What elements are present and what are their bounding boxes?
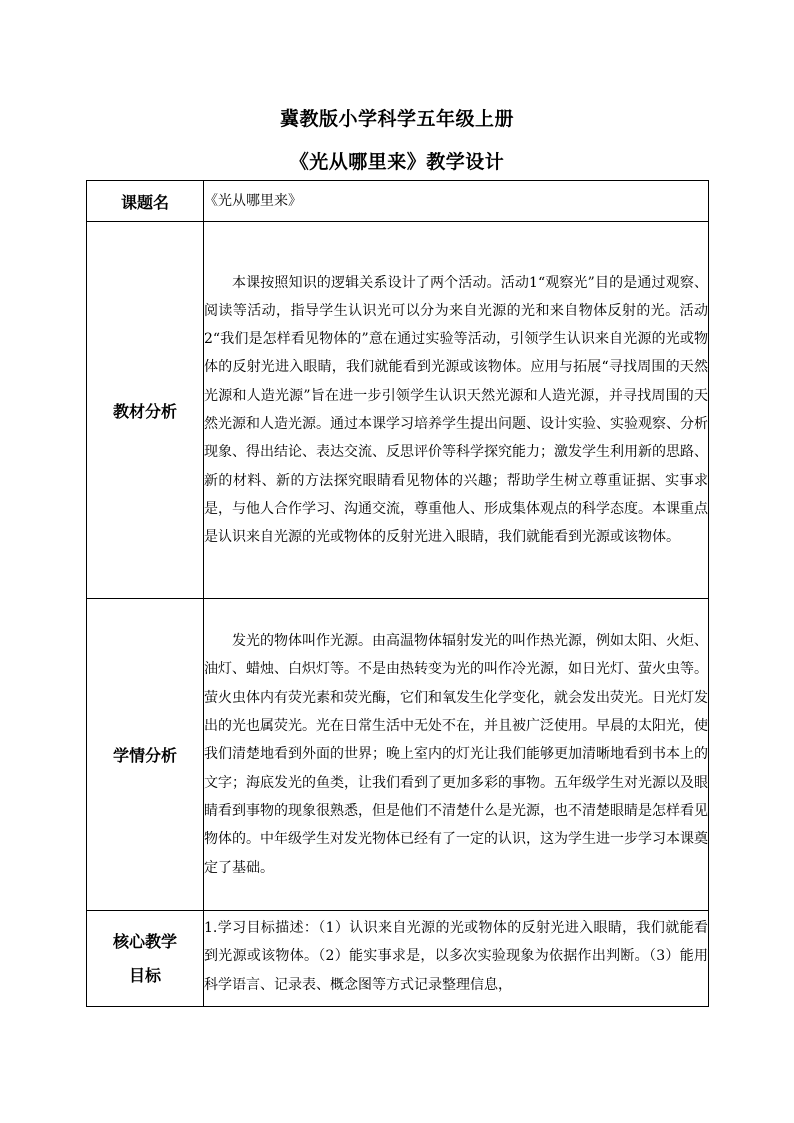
row-label-core-objectives <box>87 911 204 1007</box>
row-content-topic: 《光从哪里来》 <box>204 181 709 222</box>
document-title-line1: 冀教版小学科学五年级上册 <box>279 108 514 130</box>
table-row <box>87 599 709 911</box>
table-row <box>87 222 709 599</box>
table-row <box>87 911 709 1007</box>
row-label-topic: 课题名 <box>87 181 204 222</box>
row-content-textbook-analysis <box>204 222 709 599</box>
core-objectives-label-line1: 核心教学 <box>112 931 177 951</box>
row-label-textbook-analysis: 教材分析 <box>87 222 204 599</box>
row-content-core-objectives: 1.学习目标描述：（1）认识来自光源的光或物体的反射光进入眼睛，我们就能看到光源或该物体。（2）能实事求是，以多次实验现象为依据作出判断。（3）能用科学语言、记录表、概念图等方式记录整理信息， <box>204 911 709 1007</box>
row-content-student-analysis <box>204 599 709 911</box>
student-analysis-text: 发光的物体叫作光源。由高温物体辐射发光的叫作热光源，例如太阳、火炬、油灯、蜡烛、白炽灯等。不是由热转变为光的叫作冷光源，如日光灯、萤火虫等。萤火虫体内有荧光素和荧光酶，它们和氧发生化学变化，就会发出荧光。日光灯发出的光也属荧光。光在日常生活中无处不在，并且被广泛使用。早晨的太阳光，使我们清楚地看到外面的世界；晚上室内的灯光让我们能够更加清晰地看到书本上的文字；海底发光的鱼类，让我们看到了更加多彩的事物。五年级学生对光源以及眼睛看到事物的现象很熟悉，但是他们不清楚什么是光源，也不清楚眼睛是怎样看见物体的。中年级学生对发光物体已经有了一定的认识，这为学生进一步学习本课奠定了基础。 <box>204 633 708 876</box>
textbook-analysis-text: 本课按照知识的逻辑关系设计了两个活动。活动1“观察光”目的是通过观察、阅读等活动，指导学生认识光可以分为来自光源的光和来自物体反射的光。活动2“我们是怎样看见物体的”意在通过实验等活动，引领学生认识来自光源的光或物体的反射光进入眼睛，我们就能看到光源或该物体。应用与拓展“寻找周围的天然光源和人造光源”旨在进一步引领学生认识天然光源和人造光源，并寻找周围的天然光源和人造光源。通过本课学习培养学生提出问题、设计实验、实验观察、分析现象、得出结论、表达交流、反思评价等科学探究能力；激发学生利用新的思路、新的材料、新的方法探究眼睛看见物体的兴趣；帮助学生树立尊重证据、实事求是，与他人合作学习、沟通交流，尊重他人、形成集体观点的科学态度。本课重点是认识来自光源的光或物体的反射光进入眼睛，我们就能看到光源或该物体。 <box>204 274 708 546</box>
core-objectives-label-line2: 目标 <box>128 965 161 985</box>
row-label-student-analysis: 学情分析 <box>87 599 204 911</box>
document-title-line2: 《光从哪里来》教学设计 <box>289 151 505 173</box>
lesson-plan-table <box>86 180 709 1007</box>
table-row <box>87 181 709 222</box>
